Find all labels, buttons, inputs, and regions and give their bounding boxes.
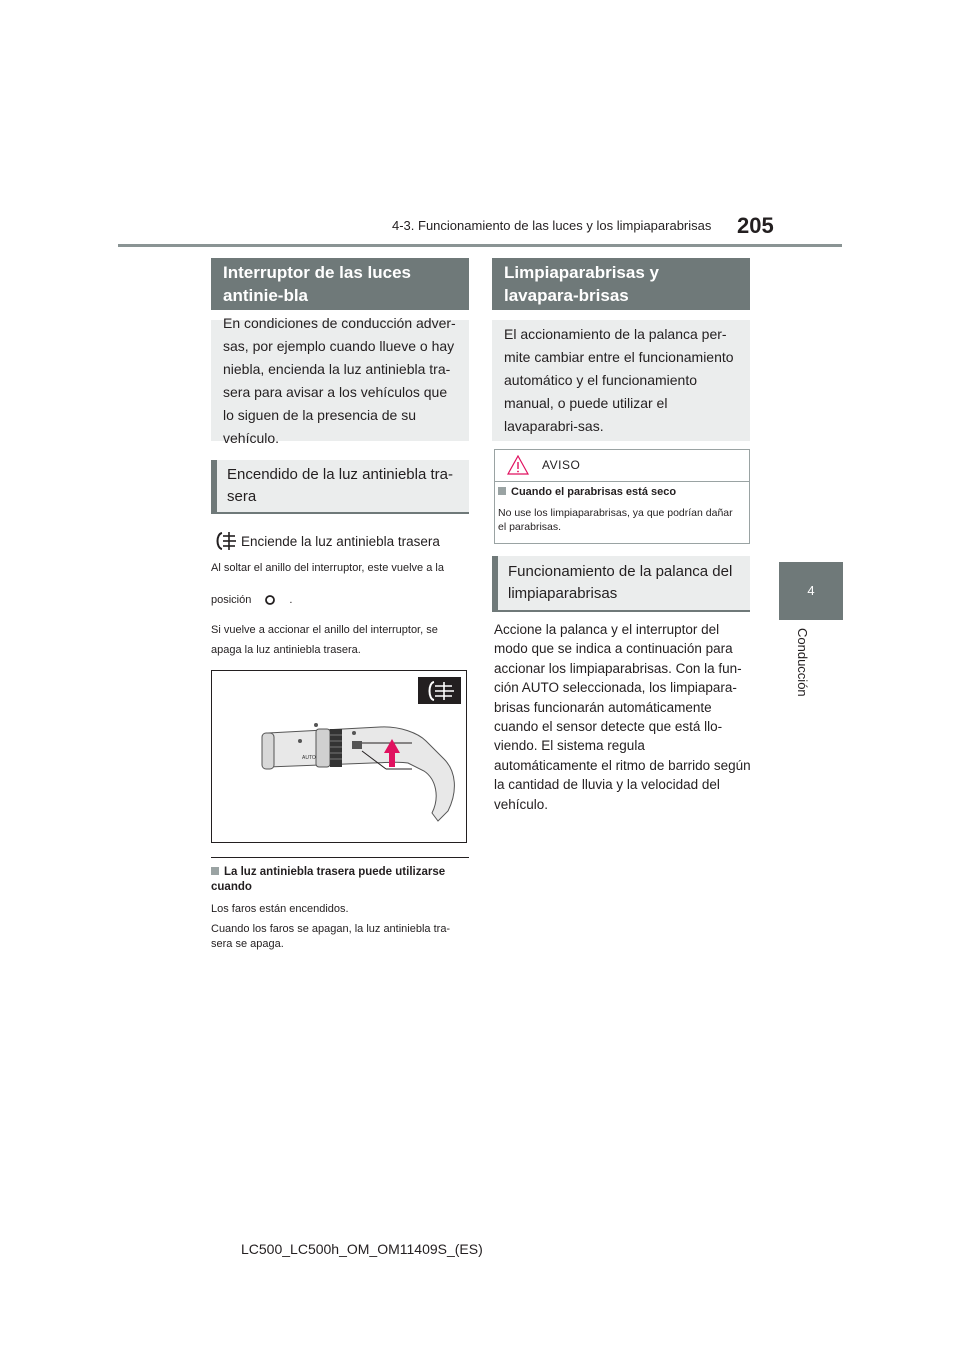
warning-triangle-icon	[507, 455, 529, 475]
page-number: 205	[737, 213, 774, 238]
wiper-lever-subheading	[492, 556, 750, 612]
square-bullet-icon	[211, 867, 219, 875]
release-text-2-suffix: .	[289, 594, 293, 606]
header-rule	[118, 244, 842, 247]
warning-text: No use los limpiaparabrisas, ya que podrían dañar el parabrisas.	[498, 507, 733, 533]
fog-on-subheading	[211, 460, 469, 514]
wiper-intro-box	[492, 320, 750, 441]
fog-intro-box	[211, 314, 469, 446]
rear-fog-light-icon	[213, 531, 237, 551]
condition-heading	[211, 865, 469, 895]
chapter-label: Conducción	[795, 628, 810, 697]
wiper-intro-text: El accionamiento de la palanca per-mite cambiar entre el funcionamiento automático y el funcionamiento manual, o puede utilizar el lavaparabri-sas.	[504, 326, 734, 434]
warning-title-text: Cuando el parabrisas está seco	[511, 486, 677, 498]
release-text-2	[211, 592, 469, 608]
wiper-heading-text: Limpiaparabrisas y lavapara-brisas	[504, 263, 659, 305]
warning-box	[494, 449, 750, 544]
release-text-1: Al soltar el anillo del interruptor, este vuelve a la	[211, 562, 444, 574]
wiper-body-text: Accione la palanca y el interruptor del modo que se indica a continuación para accionar los limpiaparabrisas. Con la fun-ción AUTO seleccionada, los limpiapara-brisas funcionarán automáticamente cuando el sensor detecte que está llo-viendo. El sistema regula automáticamente el ritmo de barrido según la cantidad de lluvia y la velocidad del vehículo.	[494, 622, 751, 812]
fog-on-subheading-text: Encendido de la luz antiniebla tra-sera	[227, 466, 453, 505]
header-section-title: 4-3. Funcionamiento de las luces y los limpiaparabrisas	[392, 218, 712, 233]
wiper-lever-illustration	[212, 671, 466, 842]
warning-title	[498, 486, 746, 498]
again-text: Si vuelve a accionar el anillo del interruptor, se apaga la luz antiniebla trasera.	[211, 624, 438, 656]
fog-intro-text: En condiciones de conducción adver-sas, por ejemplo cuando llueve o hay niebla, encienda la luz antiniebla tra-sera para avisar a los vehículos que lo siguen de la presencia de su vehículo.	[223, 314, 456, 446]
condition-rule	[211, 857, 469, 858]
rear-fog-line: Enciende la luz antiniebla trasera	[241, 533, 440, 549]
wiper-heading	[492, 258, 750, 310]
auto-label: AUTO	[302, 755, 316, 761]
condition-1: Los faros están encendidos.	[211, 903, 349, 915]
switch-figure	[211, 670, 467, 843]
chapter-number: 4	[807, 583, 815, 598]
off-position-icon	[263, 594, 277, 606]
wiper-lever-subheading-text: Funcionamiento de la palanca del limpiaparabrisas	[508, 563, 733, 602]
fog-switch-heading-text: Interruptor de las luces antinie-bla	[223, 263, 411, 305]
square-bullet-icon	[498, 487, 506, 495]
rear-fog-row	[213, 530, 469, 552]
release-text-2-prefix: posición	[211, 594, 252, 606]
condition-heading-text: La luz antiniebla trasera puede utilizarse cuando	[211, 866, 446, 893]
warning-label: AVISO	[542, 458, 581, 472]
condition-2: Cuando los faros se apagan, la luz antiniebla tra-sera se apaga.	[211, 923, 451, 950]
warning-header	[495, 450, 749, 482]
fog-switch-heading	[211, 258, 469, 310]
model-code-footer: LC500_LC500h_OM_OM11409S_(ES)	[241, 1241, 483, 1257]
